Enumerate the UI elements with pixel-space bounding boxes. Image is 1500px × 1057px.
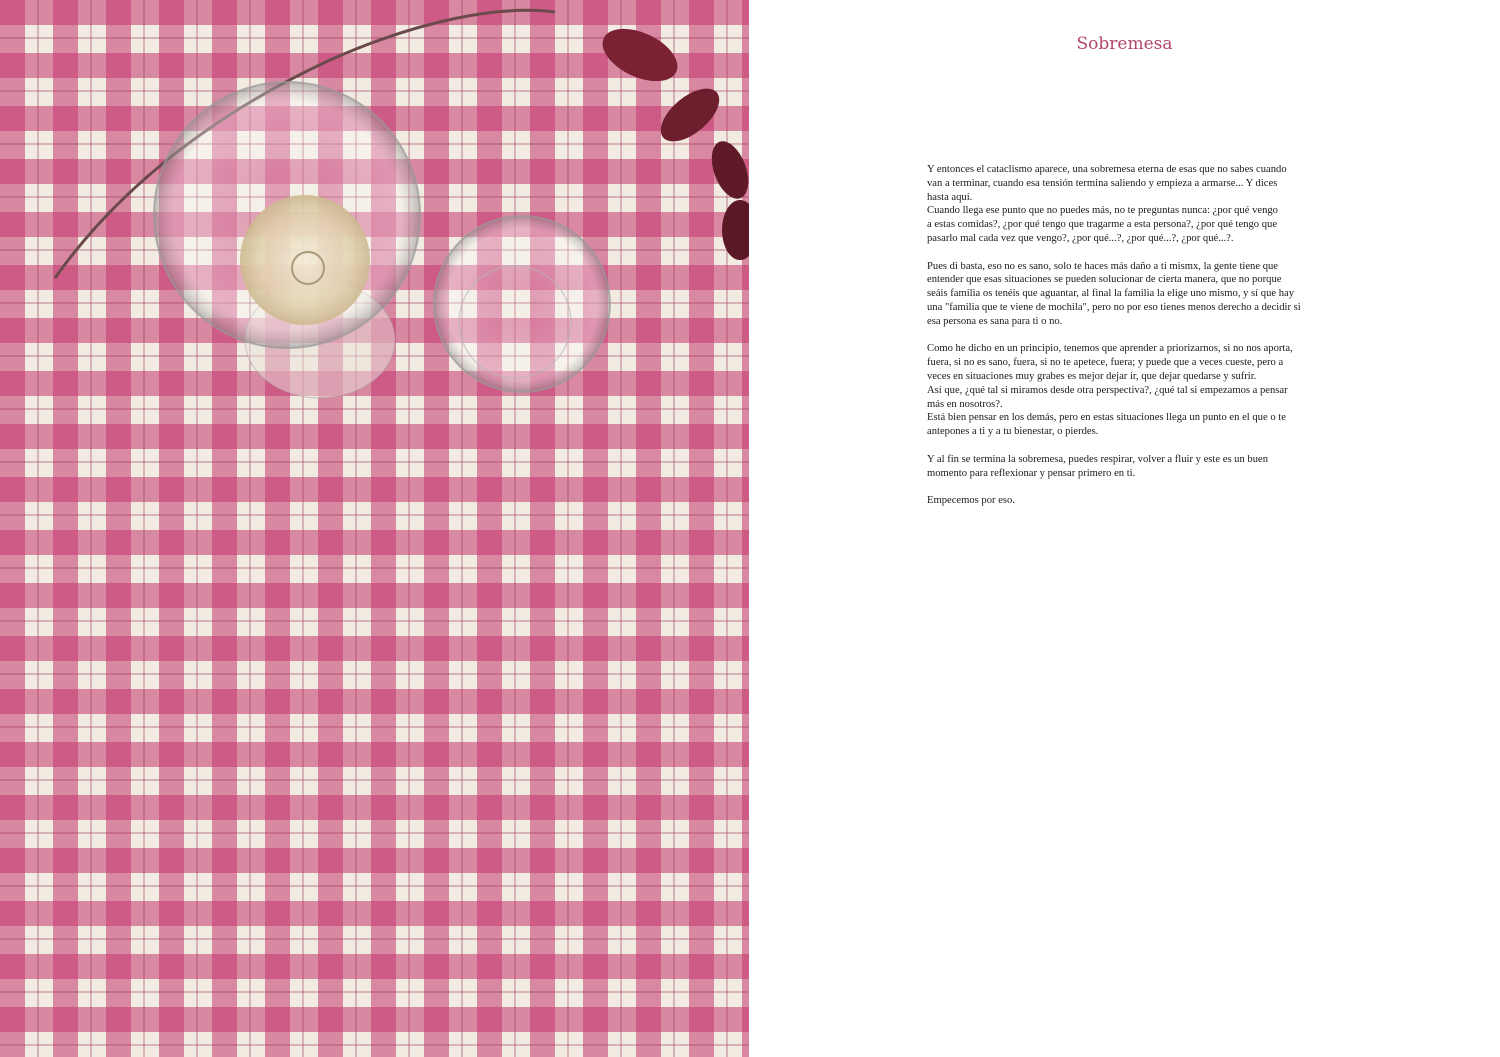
water-glass	[434, 216, 610, 392]
paragraph-3: Como he dicho en un principio, tenemos que aprender a priorizarnos, si no nos aporta, fuera, si no es sano, fuera, si no te apetece, fuera; y puede que a veces cueste, pero a veces en situaciones muy grabes es mejor dejar ir, que dejar quedarse y sufrir. Así que, ¿qué tal si miramos desde otra perspectiva?, ¿qué tal si empezamos a pensar más en nosotros?. Está bien pensar en los demás, pero en estas situaciones llega un punto en el que o te antepones a ti y a tu bienestar, o pierdes.	[927, 343, 1293, 438]
paragraph-4: Y al fin se termina la sobremesa, puedes respirar, volver a fluir y este es un buen momento para reflexionar y pensar primero en ti.	[927, 453, 1269, 479]
page-title: Sobremesa	[1076, 34, 1173, 54]
paragraph-5: Empecemos por eso.	[927, 495, 1015, 507]
article-body	[927, 163, 1347, 522]
paragraph-2: Pues di basta, eso no es sano, solo te haces más daño a ti mismx, la gente tiene que entender que esas situaciones se pueden solucionar de cierta manera, que no porque seáis familia os tenéis que aguantar, al final la familia la elige uno mismo, y sí que hay una "familia que te viene de mochila", pero no por eso tienes menos derecho a decidir si esa persona es sana para ti o no.	[927, 260, 1301, 327]
text-page	[749, 0, 1500, 1057]
white-wine	[240, 195, 370, 325]
photo-page	[0, 0, 749, 1057]
paragraph-1: Y entonces el cataclismo aparece, una sobremesa eterna de esas que no sabes cuando van a terminar, cuando esa tensión termina saliendo y empieza a armarse... Y dices hasta aquí. Cuando llega ese punto que no puedes más, no te preguntas nunca: ¿por qué vengo a estas comidas?, ¿por qué tengo que tragarme a esta persona?, ¿por qué tengo que pasarlo mal cada vez que vengo?, ¿por qué...?, ¿por qué...?, ¿por qué...?.	[927, 164, 1287, 244]
tablecloth-photo	[0, 0, 749, 1057]
